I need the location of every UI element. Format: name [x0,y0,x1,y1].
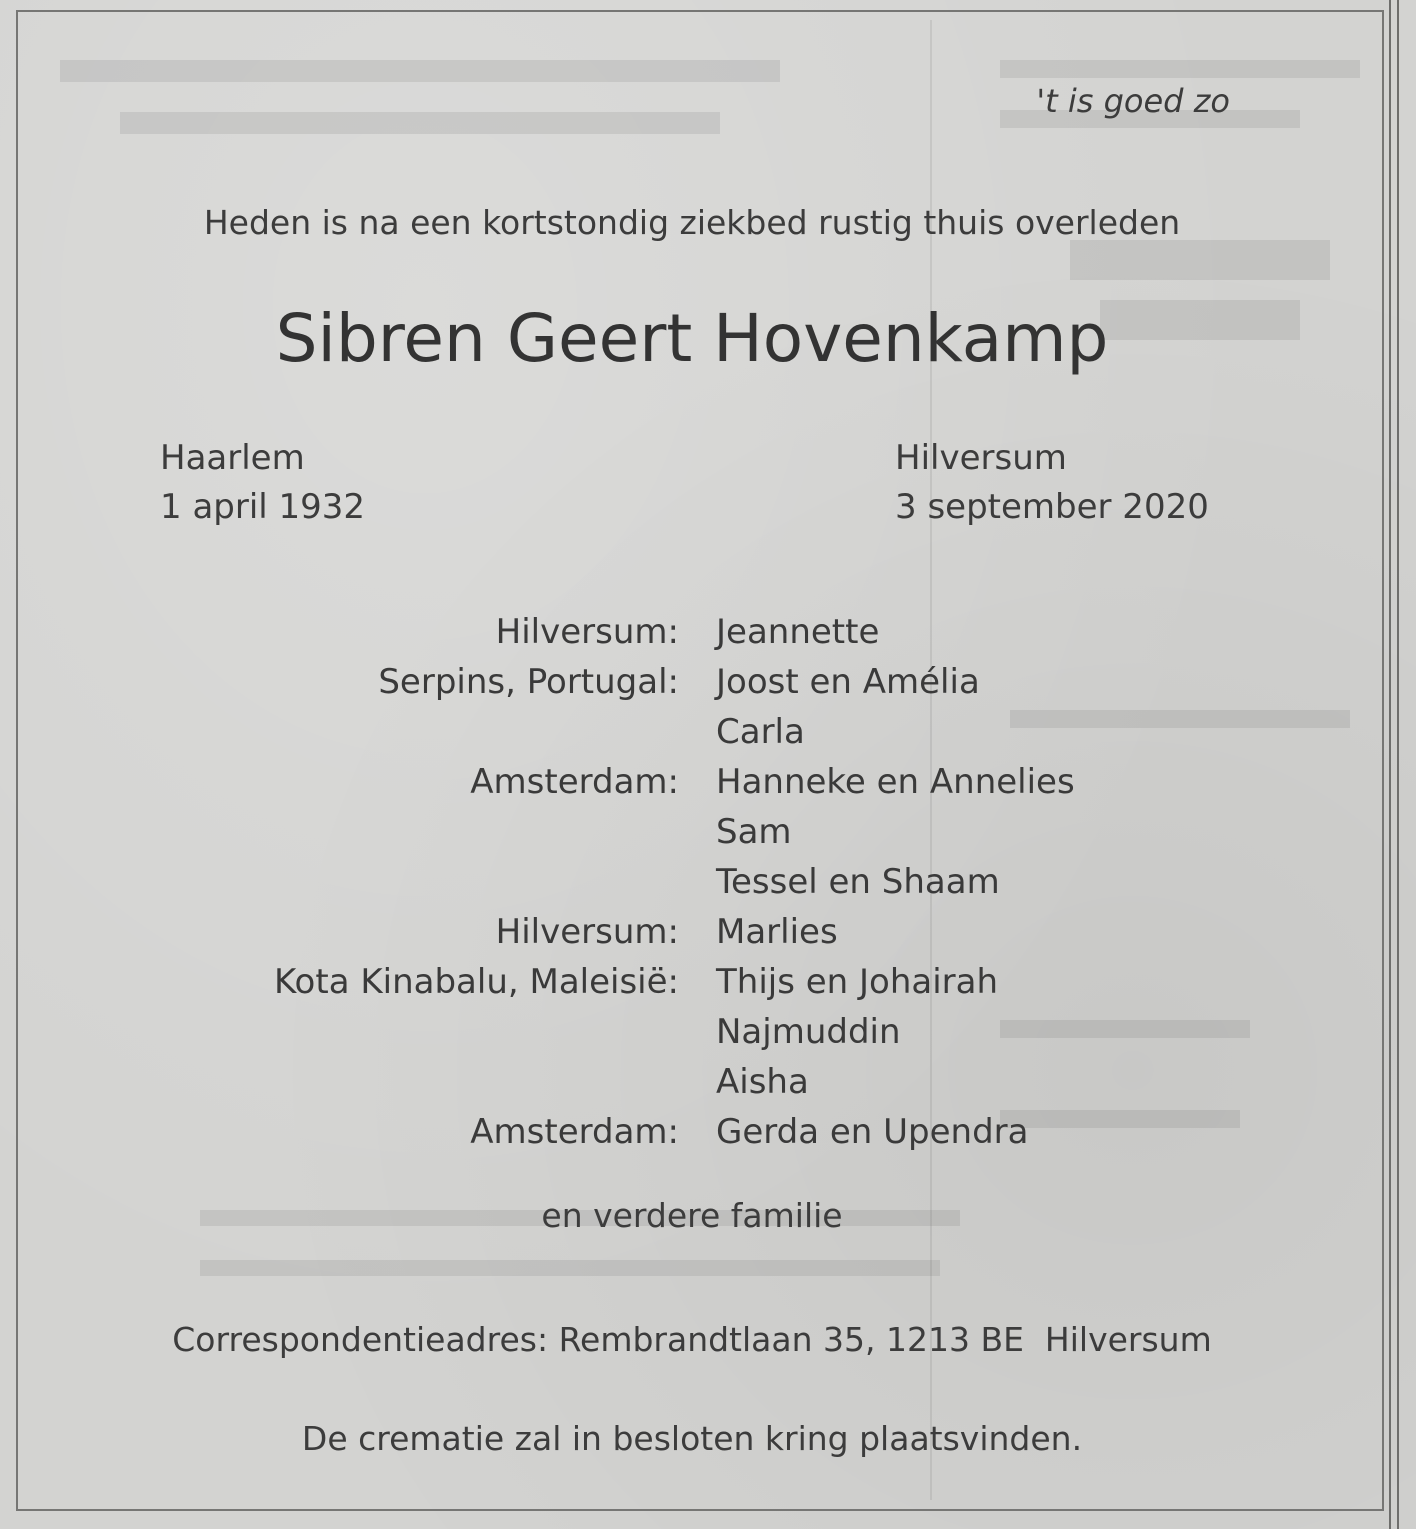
relative-row [0,1012,1384,1062]
correspondence-address: Correspondentieadres: Rembrandtlaan 35, 1213 BE Hilversum [172,1320,1212,1359]
relative-name: Gerda en Upendra [716,1112,1029,1152]
relative-row [0,1112,1384,1162]
relative-place: Serpins, Portugal: [378,662,679,702]
birth-place: Haarlem [160,438,305,478]
death-date: 3 september 2020 [895,487,1209,527]
relative-place: Amsterdam: [470,1112,679,1152]
intro-text: Heden is na een kortstondig ziekbed rustig thuis overleden [203,203,1181,242]
relative-row [0,1062,1384,1112]
relatives-list [0,612,1384,1162]
family-line: en verdere familie [541,1196,843,1235]
relative-place: Hilversum: [495,612,679,652]
relative-place: Amsterdam: [470,762,679,802]
relative-name: Joost en Amélia [716,662,980,702]
relative-name: Aisha [716,1062,809,1102]
relative-place: Hilversum: [495,912,679,952]
relative-row [0,862,1384,912]
relative-name: Najmuddin [716,1012,901,1052]
relative-row [0,812,1384,862]
relative-row [0,962,1384,1012]
relative-row [0,762,1384,812]
relative-row [0,712,1384,762]
relative-row [0,662,1384,712]
page-edge-rule [1397,0,1399,1529]
deceased-name: Sibren Geert Hovenkamp [275,300,1109,377]
relative-name: Carla [716,712,805,752]
relative-name: Jeannette [716,612,880,652]
relative-name: Tessel en Shaam [716,862,1000,902]
motto: 't is goed zo [1036,82,1230,120]
relative-row [0,912,1384,962]
relative-place: Kota Kinabalu, Maleisië: [273,962,679,1002]
relative-name: Hanneke en Annelies [716,762,1075,802]
birth-date: 1 april 1932 [160,487,366,527]
relative-name: Marlies [716,912,838,952]
death-place: Hilversum [895,438,1067,478]
relative-name: Thijs en Johairah [716,962,999,1002]
relative-name: Sam [716,812,792,852]
cremation-notice: De crematie zal in besloten kring plaatsvinden. [301,1419,1083,1458]
relative-row [0,612,1384,662]
page-edge-rule [1389,0,1391,1529]
